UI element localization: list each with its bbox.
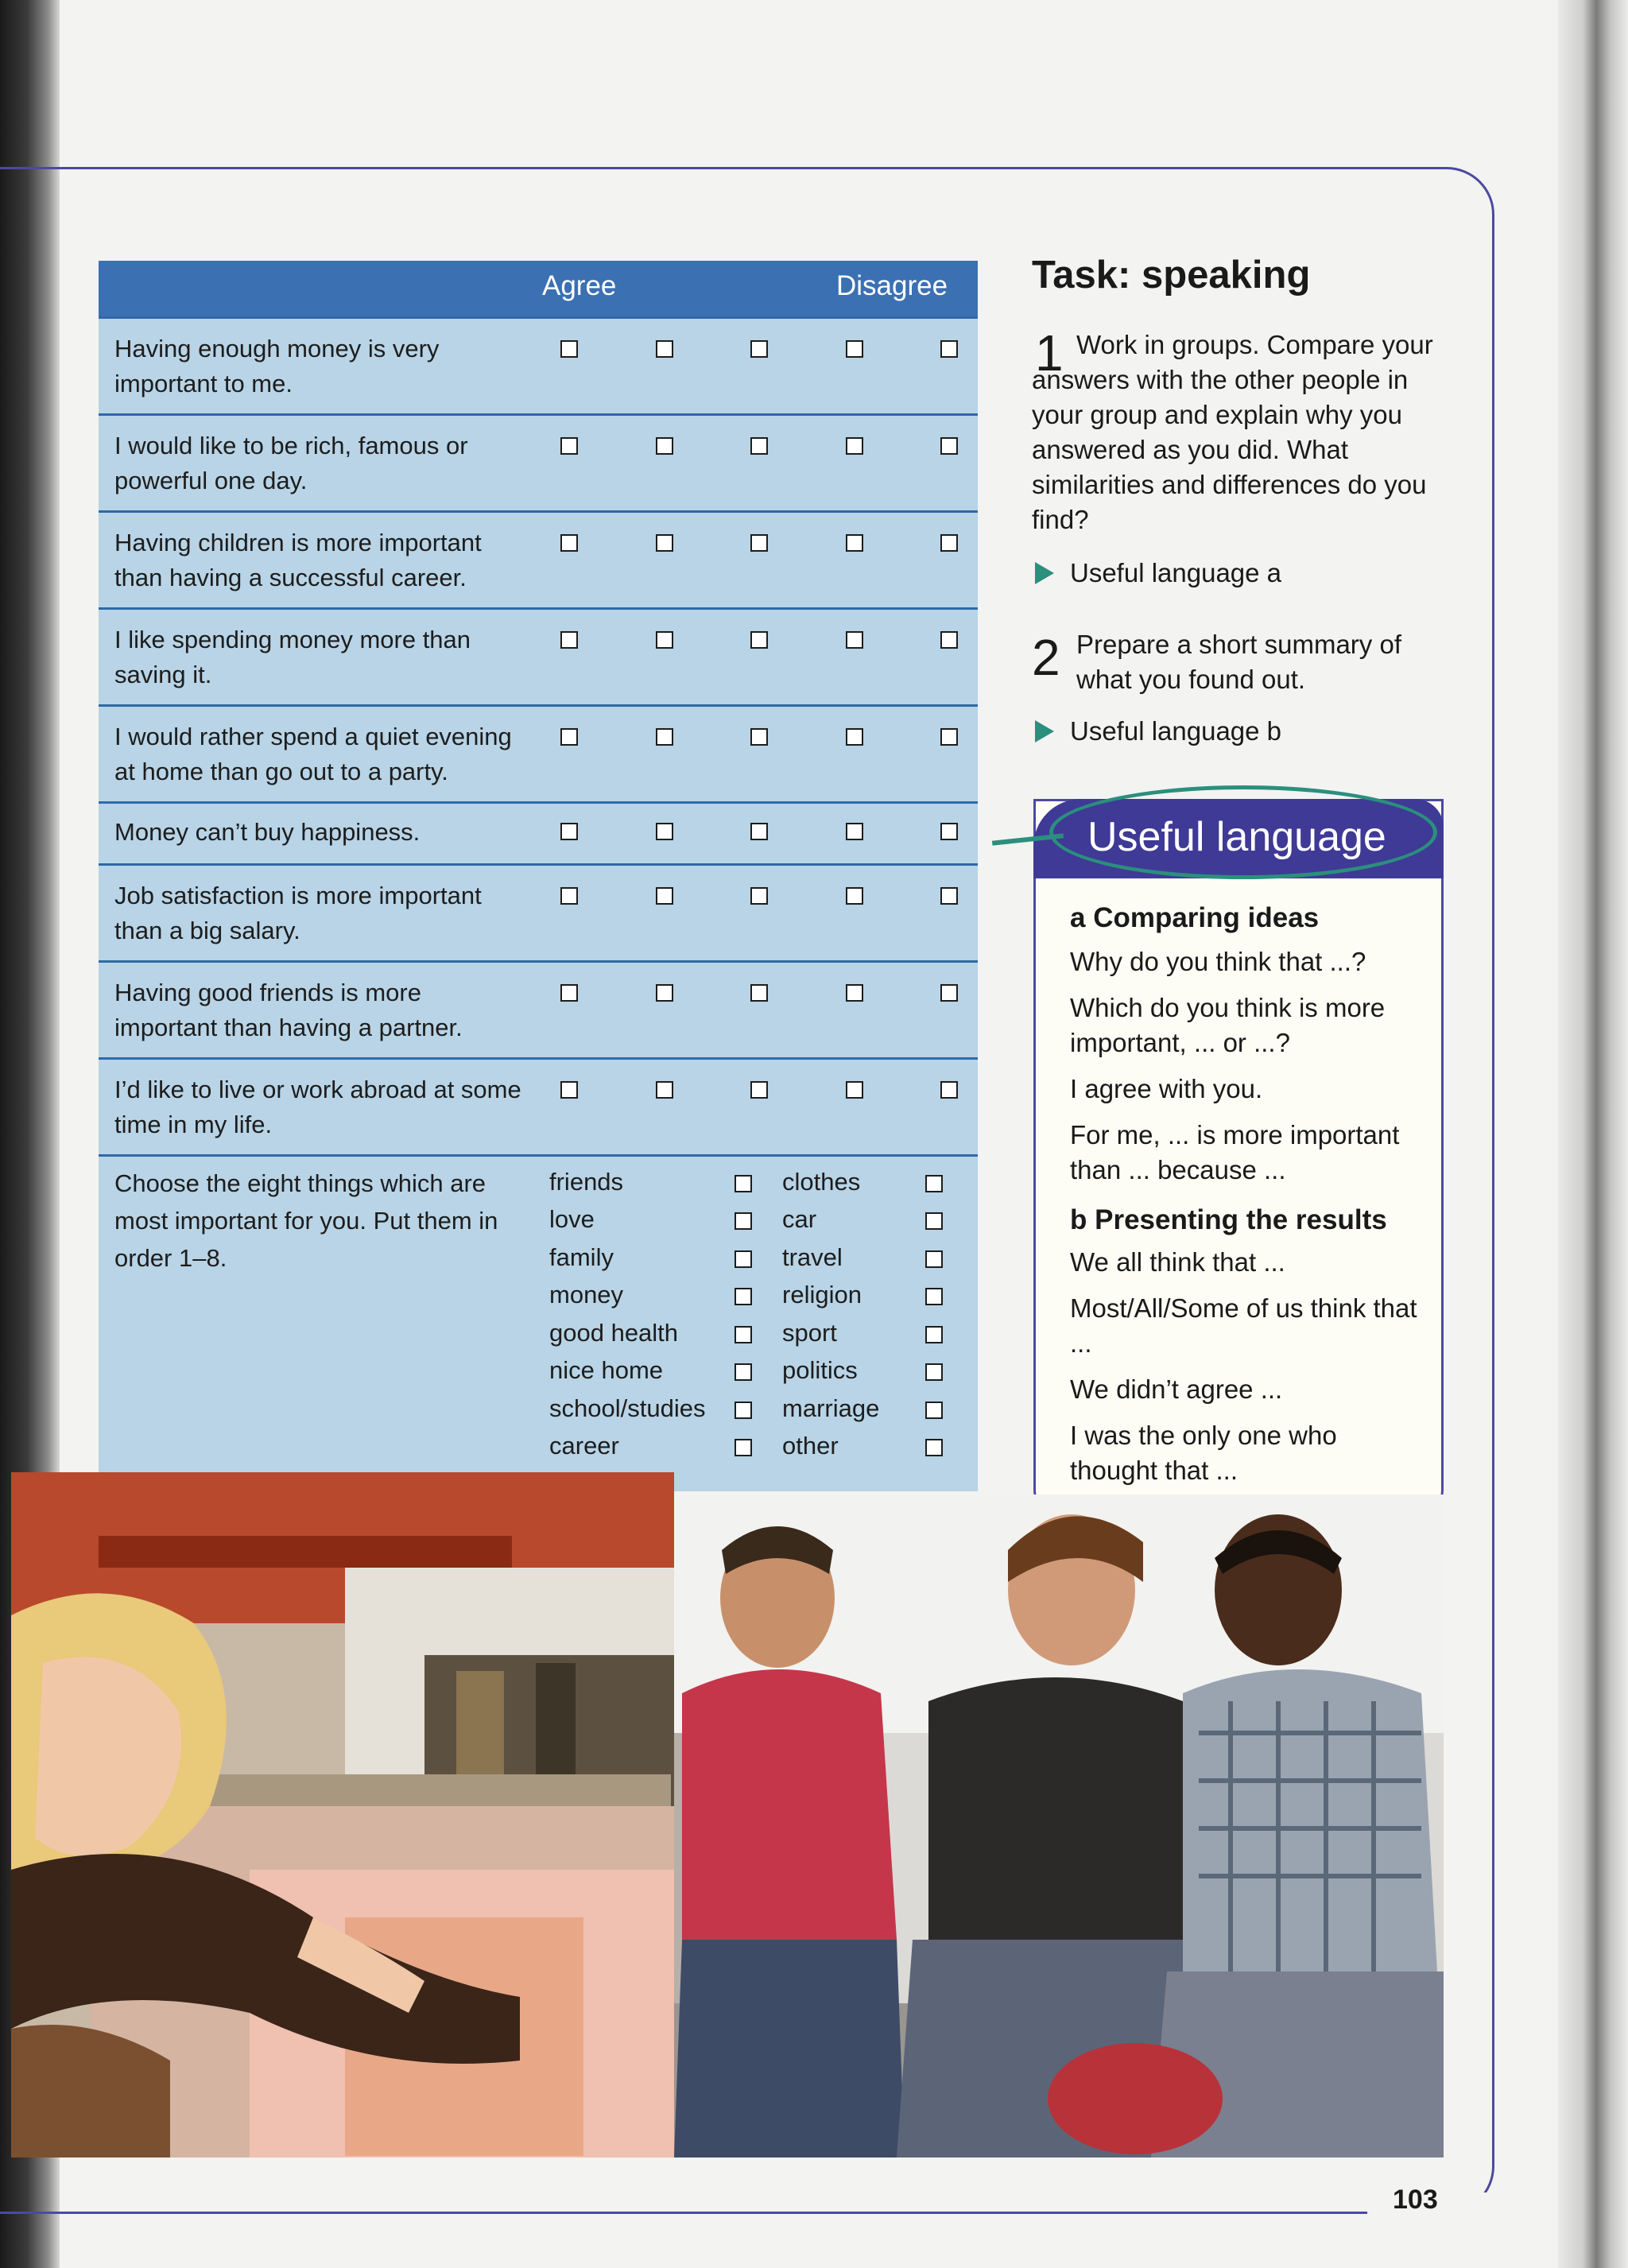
statement-text: I like spending money more than saving it. xyxy=(114,626,471,688)
rank-checkbox-good-health[interactable] xyxy=(735,1326,752,1343)
rating-checkbox-5[interactable] xyxy=(940,340,958,358)
step-1-number: 1 xyxy=(1035,324,1064,382)
rating-checkbox-1[interactable] xyxy=(560,984,578,1002)
option-marriage: marriage xyxy=(782,1394,880,1422)
rating-checkbox-5[interactable] xyxy=(940,534,958,552)
statement-text: I would rather spend a quiet evening at home than go out to a party. xyxy=(114,723,512,785)
rating-checkbox-4[interactable] xyxy=(846,534,863,552)
option-travel: travel xyxy=(782,1243,843,1271)
statement-row xyxy=(99,863,978,960)
useful-language-title: Useful language xyxy=(1087,814,1386,860)
rating-checkbox-1[interactable] xyxy=(560,437,578,455)
rank-checkbox-career[interactable] xyxy=(735,1439,752,1456)
rank-checkbox-friends[interactable] xyxy=(735,1175,752,1192)
rating-checkbox-3[interactable] xyxy=(750,984,768,1002)
page-number: 103 xyxy=(1393,2185,1438,2215)
statement-row xyxy=(99,801,978,863)
rank-checkbox-travel[interactable] xyxy=(925,1250,943,1268)
rating-checkbox-3[interactable] xyxy=(750,340,768,358)
phrase: We all think that ... xyxy=(1070,1247,1285,1277)
questionnaire-table xyxy=(99,261,978,1491)
rating-checkbox-5[interactable] xyxy=(940,984,958,1002)
option-religion: religion xyxy=(782,1281,862,1308)
ranking-section xyxy=(99,1154,978,1491)
rank-checkbox-religion[interactable] xyxy=(925,1288,943,1305)
rating-checkbox-2[interactable] xyxy=(656,823,673,840)
rank-checkbox-car[interactable] xyxy=(925,1212,943,1230)
rating-checkbox-1[interactable] xyxy=(560,823,578,840)
rating-checkbox-3[interactable] xyxy=(750,728,768,746)
statement-text: Job satisfaction is more important than a big salary. xyxy=(114,882,482,944)
rating-checkbox-4[interactable] xyxy=(846,823,863,840)
rating-checkbox-1[interactable] xyxy=(560,887,578,905)
phrase: I was the only one who thought that ... xyxy=(1070,1421,1337,1485)
rank-checkbox-marriage[interactable] xyxy=(925,1402,943,1419)
step-1-text: Work in groups. Compare your answers with the other people in your group and explain why you answered as you did. What similarities and differences do you find? xyxy=(1032,330,1433,534)
ranking-instruction: Choose the eight things which are most important for you. Put them in order 1–8. xyxy=(114,1169,498,1272)
statement-row xyxy=(99,413,978,510)
option-school-studies: school/studies xyxy=(549,1394,706,1422)
rating-checkbox-2[interactable] xyxy=(656,437,673,455)
statement-row xyxy=(99,316,978,413)
rating-checkbox-5[interactable] xyxy=(940,1081,958,1099)
rank-checkbox-clothes[interactable] xyxy=(925,1175,943,1192)
phrase: For me, ... is more important than ... because ... xyxy=(1070,1120,1400,1184)
section-b-heading: b Presenting the results xyxy=(1070,1204,1387,1235)
rating-checkbox-3[interactable] xyxy=(750,823,768,840)
rating-checkbox-5[interactable] xyxy=(940,437,958,455)
rating-checkbox-4[interactable] xyxy=(846,1081,863,1099)
statement-row xyxy=(99,607,978,704)
rating-checkbox-1[interactable] xyxy=(560,1081,578,1099)
useful-language-b-link[interactable]: Useful language b xyxy=(1070,716,1282,746)
shopping-photo xyxy=(11,1472,674,2158)
rating-checkbox-2[interactable] xyxy=(656,340,673,358)
rating-checkbox-2[interactable] xyxy=(656,984,673,1002)
page-edge xyxy=(1558,0,1628,2268)
friends-photo xyxy=(674,1495,1444,2158)
rank-checkbox-sport[interactable] xyxy=(925,1326,943,1343)
phrase: I agree with you. xyxy=(1070,1074,1263,1103)
shopping-photo-illustration xyxy=(11,1472,674,2158)
rating-checkbox-2[interactable] xyxy=(656,1081,673,1099)
rating-checkbox-1[interactable] xyxy=(560,340,578,358)
rating-checkbox-3[interactable] xyxy=(750,534,768,552)
play-arrow-icon xyxy=(1035,562,1054,584)
option-other: other xyxy=(782,1432,839,1460)
option-nice-home: nice home xyxy=(549,1356,664,1384)
rating-checkbox-5[interactable] xyxy=(940,887,958,905)
friends-photo-illustration xyxy=(674,1495,1444,2158)
useful-language-a-link[interactable]: Useful language a xyxy=(1070,558,1282,587)
option-car: car xyxy=(782,1205,817,1233)
section-a-heading: a Comparing ideas xyxy=(1070,902,1320,933)
statement-text: Having good friends is more important than having a partner. xyxy=(114,979,463,1041)
statement-row xyxy=(99,1057,978,1154)
rating-checkbox-4[interactable] xyxy=(846,887,863,905)
rating-checkbox-4[interactable] xyxy=(846,728,863,746)
option-friends: friends xyxy=(549,1168,624,1196)
rating-checkbox-4[interactable] xyxy=(846,437,863,455)
statement-text: Money can’t buy happiness. xyxy=(114,818,421,846)
statement-text: Having children is more important than having a successful career. xyxy=(114,529,482,591)
play-arrow-icon xyxy=(1035,720,1054,742)
option-politics: politics xyxy=(782,1356,858,1384)
rating-checkbox-4[interactable] xyxy=(846,984,863,1002)
phrase: Why do you think that ...? xyxy=(1070,947,1366,976)
option-money: money xyxy=(549,1281,624,1308)
rating-checkbox-3[interactable] xyxy=(750,437,768,455)
frame-gap xyxy=(1367,2192,1510,2224)
rank-checkbox-money[interactable] xyxy=(735,1288,752,1305)
statement-row xyxy=(99,960,978,1057)
step-2-number: 2 xyxy=(1032,629,1060,686)
rating-checkbox-2[interactable] xyxy=(656,728,673,746)
option-love: love xyxy=(549,1205,595,1233)
rating-checkbox-1[interactable] xyxy=(560,534,578,552)
statement-text: I would like to be rich, famous or powerful one day. xyxy=(114,432,468,494)
step-2-text: Prepare a short summary of what you found out. xyxy=(1076,630,1401,694)
rating-checkbox-3[interactable] xyxy=(750,887,768,905)
rating-checkbox-5[interactable] xyxy=(940,631,958,649)
statement-row xyxy=(99,510,978,607)
rank-checkbox-politics[interactable] xyxy=(925,1363,943,1381)
option-family: family xyxy=(549,1243,614,1271)
statement-text: Having enough money is very important to me. xyxy=(114,335,440,397)
rating-checkbox-5[interactable] xyxy=(940,823,958,840)
rating-checkbox-2[interactable] xyxy=(656,534,673,552)
option-clothes: clothes xyxy=(782,1168,861,1196)
option-good-health: good health xyxy=(549,1319,679,1347)
rank-checkbox-nice-home[interactable] xyxy=(735,1363,752,1381)
rating-checkbox-1[interactable] xyxy=(560,728,578,746)
speech-bubble-outline xyxy=(1049,785,1437,879)
option-career: career xyxy=(549,1432,619,1460)
phrase: We didn’t agree ... xyxy=(1070,1374,1283,1404)
agree-label: Agree xyxy=(542,270,617,301)
phrase: Most/All/Some of us think that ... xyxy=(1070,1293,1417,1358)
rating-checkbox-2[interactable] xyxy=(656,631,673,649)
questionnaire-header xyxy=(99,261,978,316)
rating-checkbox-4[interactable] xyxy=(846,631,863,649)
disagree-label: Disagree xyxy=(836,270,948,301)
statement-row xyxy=(99,704,978,801)
rating-checkbox-1[interactable] xyxy=(560,631,578,649)
option-sport: sport xyxy=(782,1319,837,1347)
rating-checkbox-3[interactable] xyxy=(750,631,768,649)
task-title: Task: speaking xyxy=(1032,254,1311,297)
phrase: Which do you think is more important, ... or ...? xyxy=(1070,993,1386,1057)
rating-checkbox-4[interactable] xyxy=(846,340,863,358)
rank-checkbox-family[interactable] xyxy=(735,1250,752,1268)
rank-checkbox-other[interactable] xyxy=(925,1439,943,1456)
rating-checkbox-5[interactable] xyxy=(940,728,958,746)
rating-checkbox-2[interactable] xyxy=(656,887,673,905)
rank-checkbox-love[interactable] xyxy=(735,1212,752,1230)
statement-text: I’d like to live or work abroad at some time in my life. xyxy=(114,1076,521,1138)
rating-checkbox-3[interactable] xyxy=(750,1081,768,1099)
rank-checkbox-school-studies[interactable] xyxy=(735,1402,752,1419)
